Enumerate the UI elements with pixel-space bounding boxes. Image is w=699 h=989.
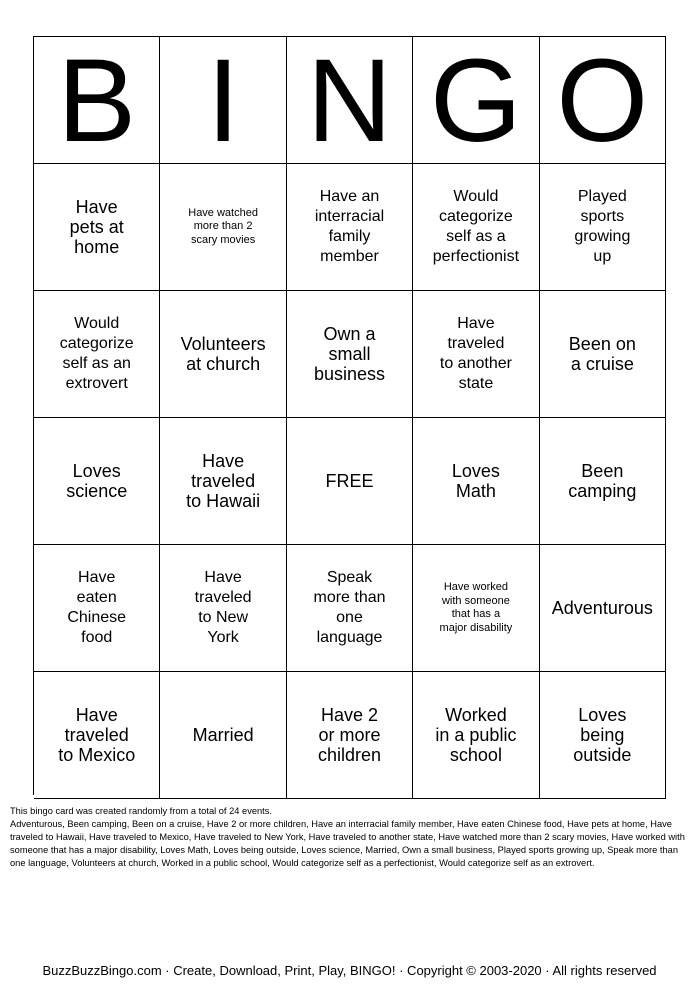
bingo-cell	[34, 164, 160, 291]
bingo-cell	[34, 418, 160, 545]
bingo-cell-text: Have 2 or more children	[317, 705, 382, 765]
bingo-cell	[413, 291, 539, 418]
header-letter-g: G	[413, 37, 539, 164]
bingo-cell	[287, 672, 413, 799]
bingo-cell-text: Loves being outside	[573, 705, 632, 765]
bingo-cell-text: Been camping	[568, 461, 637, 501]
bingo-cell-text: Have traveled to Mexico	[58, 705, 136, 765]
bingo-cell	[540, 164, 666, 291]
bingo-cell	[413, 164, 539, 291]
bingo-cell-text: Have traveled to another state	[439, 315, 512, 392]
bingo-cell-text: Speak more than one language	[313, 569, 386, 646]
bingo-cell-text: Married	[192, 725, 254, 745]
bingo-cell	[160, 291, 286, 418]
bingo-cell-text: Own a small business	[313, 324, 386, 384]
header-letter-o: O	[540, 37, 666, 164]
bingo-cell-text: Would categorize self as an extrovert	[59, 315, 134, 392]
bingo-cell-text: Volunteers at church	[180, 334, 266, 374]
bingo-cell-text: Adventurous	[551, 598, 653, 618]
bingo-cell-text: Have worked with someone that has a major disability	[439, 581, 513, 634]
bingo-cell	[540, 291, 666, 418]
bingo-cell	[287, 164, 413, 291]
bingo-cell	[540, 418, 666, 545]
bingo-cell	[413, 418, 539, 545]
header-letter-n: N	[287, 37, 413, 164]
bingo-header-row	[34, 35, 666, 167]
bingo-cell	[540, 545, 666, 672]
bingo-cell-text: FREE	[325, 471, 374, 491]
page-footer: BuzzBuzzBingo.com · Create, Download, Print, Play, BINGO! · Copyright © 2003-2020 · All rights reserved	[42, 963, 657, 978]
bingo-cell	[160, 418, 286, 545]
bingo-cell	[34, 672, 160, 799]
bingo-cell	[413, 672, 539, 799]
bingo-card	[33, 36, 666, 795]
bingo-row	[34, 672, 666, 799]
footnote-intro: This bingo card was created randomly from a total of 24 events.	[10, 806, 272, 816]
card-footnote	[10, 805, 690, 870]
bingo-cell-text: Have an interracial family member	[314, 188, 385, 265]
bingo-cell-text: Played sports growing up	[574, 188, 631, 265]
bingo-cell-text: Worked in a public school	[435, 705, 517, 765]
header-letter-i: I	[160, 37, 286, 164]
bingo-cell	[413, 545, 539, 672]
bingo-cell	[160, 545, 286, 672]
bingo-cell-text: Loves science	[66, 461, 128, 501]
bingo-cell-text: Have pets at home	[69, 197, 124, 257]
header-letter-b: B	[34, 37, 160, 164]
bingo-cell-text: Been on a cruise	[568, 334, 636, 374]
bingo-row	[34, 291, 666, 418]
bingo-cell-text: Have eaten Chinese food	[67, 569, 127, 646]
bingo-cell	[160, 672, 286, 799]
bingo-row	[34, 418, 666, 545]
bingo-row	[34, 164, 666, 291]
free-space-cell	[287, 418, 413, 545]
bingo-cell	[34, 545, 160, 672]
bingo-cell-text: Have watched more than 2 scary movies	[188, 206, 258, 246]
bingo-cell-text: Loves Math	[451, 461, 500, 501]
bingo-cell	[287, 291, 413, 418]
bingo-cell-text: Have traveled to New York	[194, 569, 252, 646]
bingo-grid	[34, 164, 666, 799]
footnote-event-list: Adventurous, Been camping, Been on a cruise, Have 2 or more children, Have an interracial family member, Have eaten Chinese food, Have pets at home, Have traveled to Hawaii, Have traveled to Mexico, Have traveled to New York, Have traveled to another state, Have watched more than 2 scary movies, Have worked with someone that has a major disability, Loves Math, Loves being outside, Loves science, Married, Own a small business, Played sports growing up, Speak more than one language, Volunteers at church, Worked in a public school, Would categorize self as a perfectionist, Would categorize self as an extrovert.	[10, 819, 685, 868]
bingo-cell	[540, 672, 666, 799]
bingo-cell	[34, 291, 160, 418]
bingo-cell	[287, 545, 413, 672]
bingo-cell-text: Would categorize self as a perfectionist	[432, 188, 520, 265]
bingo-cell	[160, 164, 286, 291]
bingo-row	[34, 545, 666, 672]
bingo-cell-text: Have traveled to Hawaii	[186, 451, 261, 511]
